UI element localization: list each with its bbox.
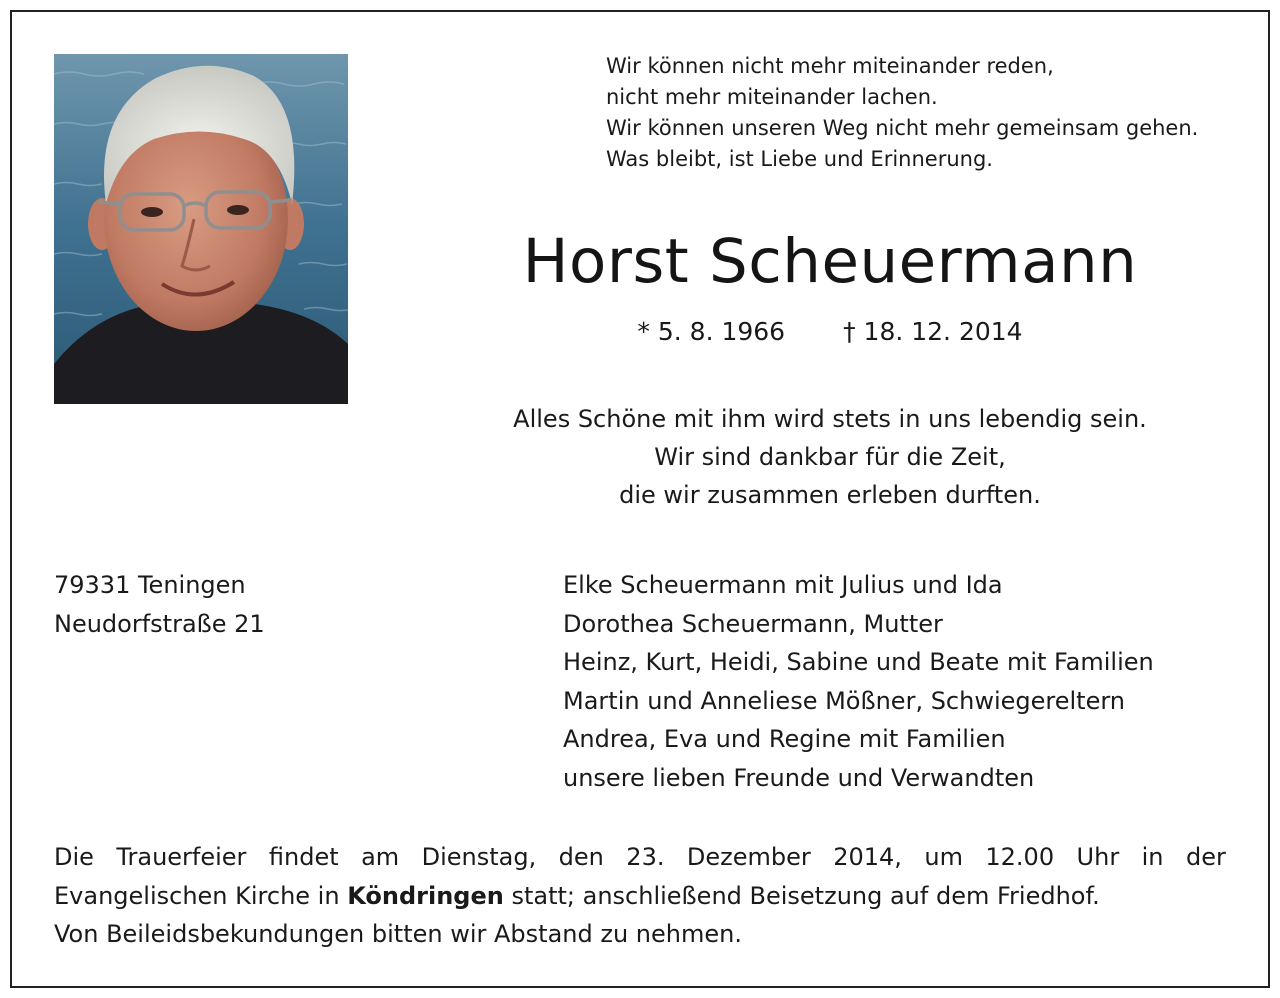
funeral-word: Dezember xyxy=(686,843,811,871)
birth-date: * 5. 8. 1966 xyxy=(637,317,786,346)
memorial-quote xyxy=(430,400,1230,514)
funeral-place: Köndringen xyxy=(347,881,504,910)
quote-line: Alles Schöne mit ihm wird stets in uns lebendig sein. xyxy=(513,405,1147,433)
deceased-name: Horst Scheuermann xyxy=(522,226,1138,297)
mourner-line: unsere lieben Freunde und Verwandten xyxy=(563,763,1035,792)
funeral-text: Evangelischen Kirche in xyxy=(54,881,340,910)
funeral-word: den xyxy=(558,843,604,871)
funeral-word: Die xyxy=(54,843,94,871)
funeral-word: Dienstag, xyxy=(421,843,537,871)
funeral-word: um xyxy=(924,843,963,871)
funeral-word: 2014, xyxy=(833,843,902,871)
address-street: Neudorfstraße 21 xyxy=(54,609,265,638)
mourner-line: Elke Scheuermann mit Julius und Ida xyxy=(563,571,1003,599)
funeral-line-2 xyxy=(54,877,1226,916)
funeral-word: findet xyxy=(268,843,339,871)
funeral-announcement xyxy=(54,838,1226,954)
funeral-line-1 xyxy=(54,838,1226,877)
funeral-line-3: Von Beileidsbekundungen bitten wir Abstand zu nehmen. xyxy=(54,920,742,948)
funeral-word: in xyxy=(1141,843,1164,871)
funeral-word: am xyxy=(361,843,400,871)
family-address xyxy=(54,566,265,643)
quote-line: Wir sind dankbar für die Zeit, xyxy=(654,443,1006,471)
mourner-line: Martin und Anneliese Mößner, Schwiegereltern xyxy=(563,686,1126,715)
mourner-line: Dorothea Scheuermann, Mutter xyxy=(563,609,943,638)
address-city: 79331 Teningen xyxy=(54,571,246,599)
poem xyxy=(606,51,1256,175)
funeral-word: Uhr xyxy=(1076,843,1120,871)
poem-line: nicht mehr miteinander lachen. xyxy=(606,85,938,109)
mourner-line: Heinz, Kurt, Heidi, Sabine und Beate mit Familien xyxy=(563,648,1154,676)
funeral-word: 23. xyxy=(626,843,665,871)
poem-line: Wir können nicht mehr miteinander reden, xyxy=(606,54,1054,78)
mourner-line: Andrea, Eva und Regine mit Familien xyxy=(563,725,1006,753)
funeral-word: 12.00 xyxy=(985,843,1055,871)
funeral-word: Trauerfeier xyxy=(116,843,247,871)
funeral-word: der xyxy=(1185,843,1226,871)
funeral-text: statt; anschließend Beisetzung auf dem Friedhof. xyxy=(511,881,1100,910)
quote-line: die wir zusammen erleben durften. xyxy=(619,481,1041,509)
death-date: † 18. 12. 2014 xyxy=(843,317,1023,346)
poem-line: Wir können unseren Weg nicht mehr gemeinsam gehen. xyxy=(606,116,1199,140)
poem-line: Was bleibt, ist Liebe und Erinnerung. xyxy=(606,147,993,171)
portrait-photo xyxy=(54,54,348,404)
life-dates xyxy=(440,313,1220,351)
mourners-list xyxy=(563,566,1154,797)
